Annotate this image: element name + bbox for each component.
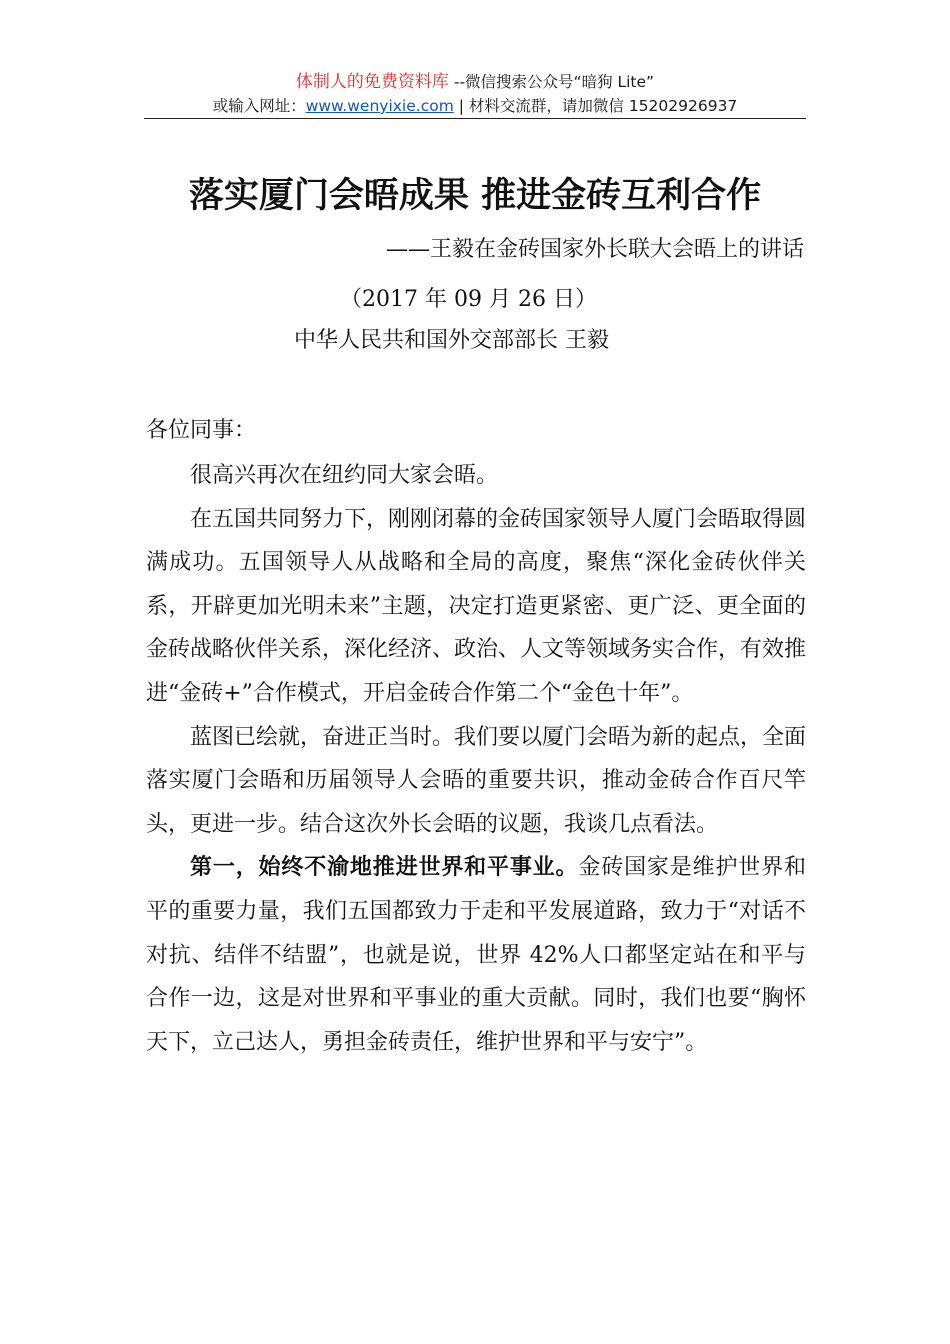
paragraph: 很高兴再次在纽约同大家会晤。 <box>190 463 499 488</box>
header-line-1 <box>144 70 806 94</box>
paragraph: 蓝图已绘就，奋进正当时。我们要以厦门会晤为新的起点，全面落实厦门会晤和历届领导人会晤的重要共识，推动金砖合作百尺竿头，更进一步。结合这次外长会晤的议题，我谈几点看法。 <box>146 724 807 837</box>
document-subtitle: ——王毅在金砖国家外长联大会晤上的讲话 <box>385 237 804 262</box>
greeting: 各位同事： <box>146 418 257 443</box>
point-1-text: 金砖国家是维护世界和平的重要力量，我们五国都致力于走和平发展道路，致力于“对话不对抗、结伴不结盟”，也就是说，世界 42%人口都坚定站在和平与合作一边，这是对世界和平事业的重大贡献。同时，我们也要“胸怀天下，立己达人，勇担金砖责任，维护世界和平与安宁”。 <box>146 855 806 1055</box>
point-1-heading: 第一，始终不渝地推进世界和平事业。 <box>190 855 579 881</box>
paragraph-point-1 <box>146 846 806 1064</box>
document-body <box>146 454 806 1064</box>
document-author: 中华人民共和国外交部部长 王毅 <box>294 328 609 353</box>
contact-info: 材料交流群，请加微信 15202926937 <box>468 97 738 115</box>
brand-name: 体制人的免费资料库 <box>295 72 449 92</box>
document-date: （2017 年 09 月 26 日） <box>340 287 597 312</box>
document-title: 落实厦门会晤成果 推进金砖互利合作 <box>188 176 762 216</box>
header-separator: | <box>453 97 469 115</box>
page-header <box>144 70 806 118</box>
header-divider <box>144 118 806 119</box>
header-line-2 <box>144 94 806 118</box>
paragraph: 在五国共同努力下，刚刚闭幕的金砖国家领导人厦门会晤取得圆满成功。五国领导人从战略和全局的高度，聚焦“深化金砖伙伴关系，开辟更加光明未来”主题，决定打造更紧密、更广泛、更全面的金砖战略伙伴关系，深化经济、政治、人文等领域务实合作，有效推进“金砖+”合作模式，开启金砖合作第二个“金色十年”。 <box>146 506 807 706</box>
wechat-note: --微信搜索公众号“暗狗 Lite” <box>448 73 655 91</box>
url-label: 或输入网址： <box>212 97 306 115</box>
website-link[interactable]: www.wenyixie.com <box>305 97 454 115</box>
